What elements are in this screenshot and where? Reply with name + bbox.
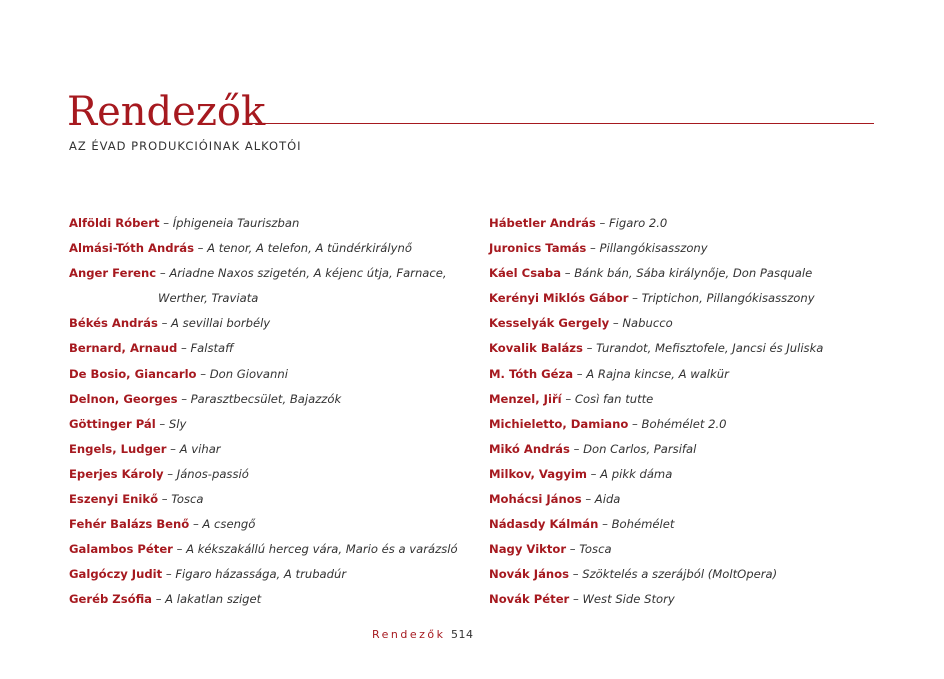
entry-separator: – [167,466,174,481]
production-titles: A pikk dáma [600,466,673,481]
entry-separator: – [170,441,176,456]
director-entry [489,286,909,311]
director-entry [69,462,469,487]
director-entry [489,487,909,512]
director-name: Eszenyi Enikő [69,492,159,507]
entry-separator: – [573,441,580,456]
production-titles: Ariadne Naxos szigetén, A kéjenc útja, Farnace, [169,266,447,281]
director-name: Engels, Ludger [69,441,167,456]
director-entry [69,311,469,336]
director-name: Delnon, Georges [69,391,178,406]
director-entry [69,487,469,512]
director-name: Bernard, Arnaud [69,341,178,356]
entry-separator: – [197,241,204,256]
director-entry [489,362,909,387]
director-entry [489,311,909,336]
entry-separator: – [632,291,638,306]
director-name: Kerényi Miklós Gábor [489,291,629,306]
production-titles-continued: Werther, Traviata [158,291,259,306]
director-entry [489,261,909,286]
production-titles: West Side Story [582,592,675,607]
director-name: De Bosio, Giancarlo [69,366,197,381]
director-name: Hábetler András [489,216,596,230]
director-name: Geréb Zsófia [69,592,152,607]
director-name: Galgóczy Judit [69,567,163,582]
director-name: Alföldi Róbert [69,216,160,230]
page-subtitle: AZ ÉVAD PRODUKCIÓINAK ALKOTÓI [69,139,302,153]
production-titles: Figaro házassága, A trubadúr [175,567,347,582]
production-titles: Sly [168,416,187,431]
production-titles: A sevillai borbély [171,316,271,331]
director-entry [69,537,469,562]
director-name: Nagy Viktor [489,542,567,557]
entry-separator: – [602,517,608,532]
director-name: Békés András [69,316,158,331]
director-entry [489,236,909,261]
entry-separator: – [564,266,571,281]
entry-separator: – [163,216,170,230]
production-titles: A kékszakállú herceg vára, Mario és a varázsló [186,542,458,557]
director-entry [69,336,469,361]
production-titles: Bohémélet [611,517,675,532]
production-titles: A csengő [202,517,256,532]
page-number: 514 [451,628,474,641]
production-titles: Szöktelés a szerájból (MoltOpera) [582,567,778,582]
production-titles: Figaro 2.0 [608,216,668,230]
director-name: Nádasdy Kálmán [489,517,599,532]
production-titles: Bohémélet 2.0 [641,416,727,431]
director-entry [489,211,909,236]
entry-separator: – [590,241,596,256]
director-entry [69,512,469,537]
director-entry [69,236,469,261]
production-titles: A tenor, A telefon, A tündérkirálynő [207,241,412,256]
production-titles: Nabucco [622,316,673,331]
director-entry [69,261,469,286]
entry-separator: – [585,492,592,507]
director-name: Novák Péter [489,592,570,607]
director-name: Fehér Balázs Benő [69,517,190,532]
entry-separator: – [599,216,606,230]
production-titles: Bánk bán, Sába királynője, Don Pasquale [574,266,813,281]
production-titles: Don Carlos, Parsifal [583,441,697,456]
director-name: Kovalik Balázs [489,341,583,356]
director-entry [489,537,909,562]
footer-section-label: Rendezők [372,628,446,641]
director-name: Göttinger Pál [69,416,156,431]
production-titles: Turandot, Mefisztofele, Jancsi és Juliska [596,341,824,356]
entry-separator: – [176,542,183,557]
director-entry [69,562,469,587]
director-entry [69,412,469,437]
entry-separator: – [632,416,638,431]
entry-separator: – [612,316,619,331]
entry-separator: – [565,391,572,406]
entry-separator: – [200,366,207,381]
entry-separator: – [161,316,168,331]
entry-separator: – [572,567,579,582]
director-name: Juronics Tamás [489,241,587,256]
director-entry [69,587,469,612]
entry-separator: – [569,542,576,557]
director-entry [69,362,469,387]
production-titles: Così fan tutte [574,391,654,406]
production-titles: Pillangókisasszony [599,241,708,256]
director-name: Káel Csaba [489,266,562,281]
director-name: Kesselyák Gergely [489,316,610,331]
entry-separator: – [192,517,199,532]
entry-separator: – [159,266,166,281]
production-titles: Falstaff [190,341,234,356]
entry-separator: – [590,466,597,481]
director-entry [489,336,909,361]
entry-separator: – [586,341,593,356]
director-name: Novák János [489,567,570,582]
production-titles: Parasztbecsület, Bajazzók [190,391,342,406]
entry-separator: – [576,366,583,381]
title-rule [244,123,874,124]
director-name: Anger Ferenc [69,266,157,281]
director-name: Milkov, Vagyim [489,466,587,481]
production-titles: A Rajna kincse, A walkür [586,366,729,381]
director-entry [69,437,469,462]
director-entry [489,462,909,487]
entry-separator: – [165,567,172,582]
production-titles: Tosca [171,492,204,507]
directors-list-left [69,211,469,613]
director-name: Mohácsi János [489,492,582,507]
director-name: Mikó András [489,441,570,456]
production-titles: Aida [594,492,621,507]
director-entry-continuation [69,286,469,311]
director-name: Menzel, Jiří [489,391,562,406]
director-entry [489,562,909,587]
director-entry [69,211,469,236]
directors-list-right [489,211,909,613]
director-entry [489,587,909,612]
page-title: Rendezők [67,89,266,135]
director-entry [69,387,469,412]
director-name: Michieletto, Damiano [489,416,629,431]
director-name: Almási-Tóth András [69,241,194,256]
entry-separator: – [159,416,166,431]
production-titles: Tosca [579,542,612,557]
director-name: Galambos Péter [69,542,173,557]
director-name: Eperjes Károly [69,466,164,481]
entry-separator: – [161,492,168,507]
entry-separator: – [180,341,187,356]
production-titles: János-passió [176,466,249,481]
production-titles: Don Giovanni [209,366,288,381]
production-titles: A vihar [179,441,221,456]
entry-separator: – [181,391,187,406]
entry-separator: – [572,592,579,607]
entry-separator: – [155,592,162,607]
production-titles: A lakatlan sziget [165,592,262,607]
director-entry [489,387,909,412]
director-entry [489,512,909,537]
production-titles: Triptichon, Pillangókisasszony [641,291,815,306]
director-entry [489,412,909,437]
director-name: M. Tóth Géza [489,366,574,381]
director-entry [489,437,909,462]
production-titles: Íphigeneia Tauriszban [172,216,300,230]
